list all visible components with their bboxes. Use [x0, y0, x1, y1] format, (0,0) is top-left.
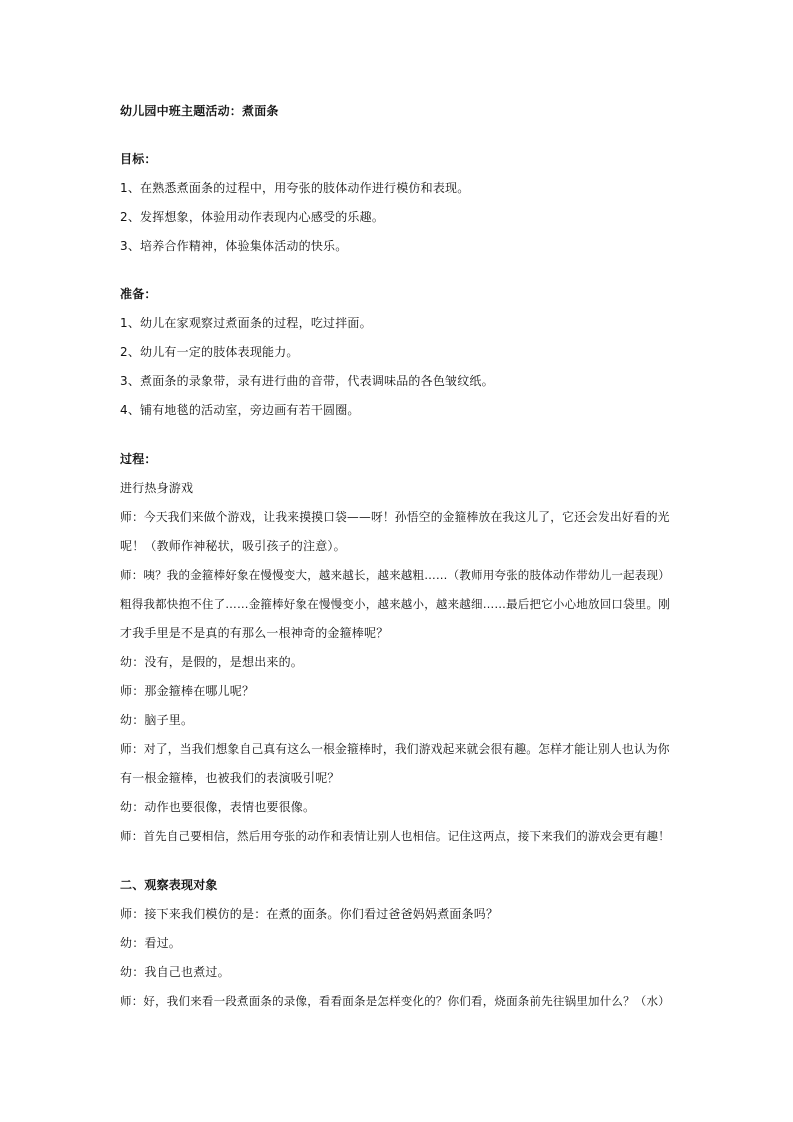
preparation-heading: 准备： [120, 287, 157, 301]
process-subheading: 进行热身游戏 [120, 481, 194, 495]
dialogue-line: 才我手里是不是真的有那么一根神奇的金箍棒呢？ [120, 626, 389, 640]
dialogue-line: 师：首先自己要相信，然后用夸张的动作和表情让别人也相信。记住这两点，接下来我们的游戏会更有趣！ [120, 829, 670, 843]
dialogue-line: 师：今天我们来做个游戏，让我来摸摸口袋——呀！孙悟空的金箍棒放在我这儿了，它还会发出好看的光 [120, 510, 670, 524]
dialogue-line: 师：好，我们来看一段煮面条的录像，看看面条是怎样变化的？你们看，烧面条前先往锅里加什么？（水） [120, 994, 670, 1008]
dialogue-line: 呢！（教师作神秘状，吸引孩子的注意）。 [120, 539, 346, 553]
dialogue-line: 师：那金箍棒在哪儿呢？ [120, 684, 255, 698]
dialogue-line: 幼：动作也要很像，表情也要很像。 [120, 800, 316, 814]
goal-item: 2、发挥想象，体验用动作表现内心感受的乐趣。 [120, 210, 385, 224]
goal-item: 3、培养合作精神，体验集体活动的快乐。 [120, 239, 348, 253]
goals-heading: 目标： [120, 152, 157, 166]
dialogue-line: 有一根金箍棒，也被我们的表演吸引呢？ [120, 771, 340, 785]
process-heading: 过程： [120, 452, 157, 466]
document-title: 幼儿园中班主题活动：煮面条 [120, 104, 279, 118]
dialogue-line: 师：咦？我的金箍棒好象在慢慢变大，越来越长，越来越粗……（教师用夸张的肢体动作带幼儿一起表现） [120, 568, 670, 582]
preparation-item: 3、煮面条的录象带，录有进行曲的音带，代表调味品的各色皱纹纸。 [120, 374, 494, 388]
preparation-item: 1、幼儿在家观察过煮面条的过程，吃过拌面。 [120, 316, 372, 330]
goal-item: 1、在熟悉煮面条的过程中，用夸张的肢体动作进行模仿和表现。 [120, 181, 470, 195]
observe-heading: 二、观察表现对象 [120, 878, 218, 892]
dialogue-line: 幼：没有，是假的，是想出来的。 [120, 655, 304, 669]
dialogue-line: 幼：看过。 [120, 936, 182, 950]
preparation-item: 4、铺有地毯的活动室，旁边画有若干圆圈。 [120, 403, 360, 417]
dialogue-line: 师：接下来我们模仿的是：在煮的面条。你们看过爸爸妈妈煮面条吗？ [120, 907, 499, 921]
preparation-item: 2、幼儿有一定的肢体表现能力。 [120, 345, 299, 359]
dialogue-line: 幼：脑子里。 [120, 713, 194, 727]
dialogue-line: 师：对了，当我们想象自己真有这么一根金箍棒时，我们游戏起来就会很有趣。怎样才能让别人也认为你 [120, 742, 670, 756]
dialogue-line: 幼：我自己也煮过。 [120, 965, 230, 979]
dialogue-line: 粗得我都快抱不住了……金箍棒好象在慢慢变小，越来越小，越来越细……最后把它小心地放回口袋里。刚 [120, 597, 670, 611]
